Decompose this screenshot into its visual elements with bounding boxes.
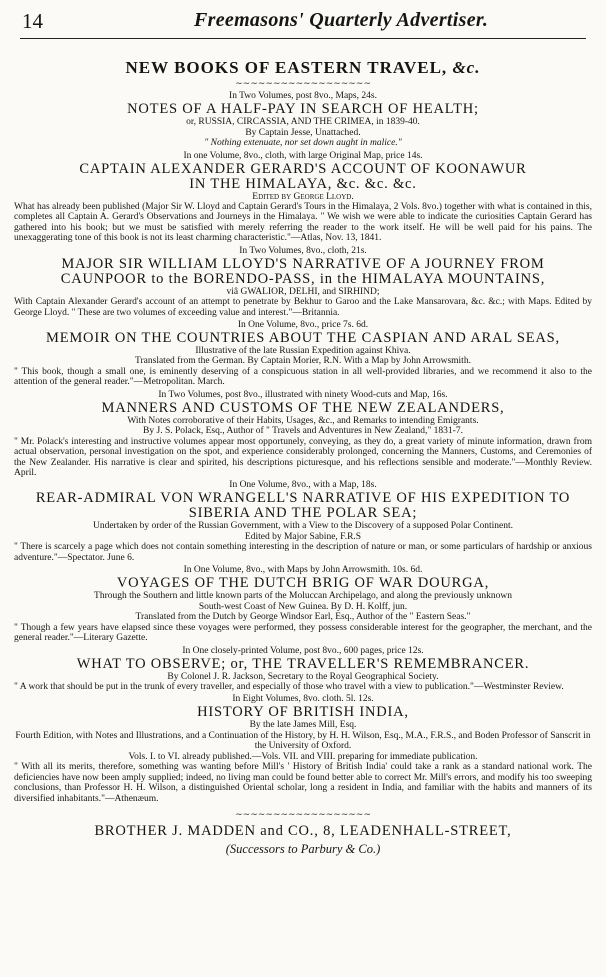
book-review: " There is scarcely a page which does not contain something interesting in the description of nature or man, or some particulars of hardship or anxious adventure."—Spectator. June 6. [14,542,592,563]
book-title: HISTORY OF BRITISH INDIA, [197,704,409,721]
book-title: WHAT TO OBSERVE; or, THE TRAVELLER'S REMEMBRANCER. [76,655,530,672]
book-subtitle: or, RUSSIA, CIRCASSIA, AND THE CRIMEA, in 1839-40. [186,117,420,127]
publisher-successors: (Successors to Parbury & Co.) [225,842,381,857]
book-title: MANNERS AND CUSTOMS OF THE NEW ZEALANDERS, [101,399,505,416]
book-subtitle: viâ GWALIOR, DELHI, and SIRHIND; [226,286,380,297]
book-review: " This book, though a small one, is eminently deserving of a conspicuous station in all well-provided libraries, and we recommend it also to the attention of the general reader."—Metropolitan. March. [14,366,592,388]
book-review: With Captain Alexander Gerard's account of an attempt to penetrate by Bekhur to Garoo and the Lake Mansarovara, &c. &c.; with Maps. Edited by George Lloyd. " These are two volumes of exceeding value and interest."—Britannia. [14,297,592,318]
book-review: " Though a few years have elapsed since these voyages were performed, they possess considerable interest for the geographer, the merchant, and the general reader."—Literary Gazette. [14,622,592,644]
book-editor: Edited by George Lloyd. [252,191,354,202]
book-review: " Mr. Polack's interesting and instructive volumes appear most opportunely, conveying, as they do, a great variety of minute information, drawn from actual observation, personal investigation on the spot, and experience considerably prolonged, concerning the Manners, Customs, and Ceremonies of the New Zealander. His narrative is clear and spirited, his descriptions picturesque, and his reflections sensible and moderate."—Monthly Review. April. [14,436,592,478]
book-entry-caspian-memoir [10,320,596,388]
book-author: By the late James Mill, Esq. [249,720,357,731]
book-review: " With all its merits, therefore, something was wanting before Mill's ' History of British India' could take a rank as a standard national work. The deficiencies have now been amply supplied; indeed, no living man could be found better able to correct Mr. Mill's errors, and modify his too sweeping conclusions, than Professor H. H. Wilson, a distinguished Oriental scholar, long a resident in India, and familiar with the habits and manners of its diversified inhabitants."—Athenæum. [14,762,592,804]
book-format: In Two Volumes, post 8vo., illustrated with ninety Wood-cuts and Map, 16s. [158,389,448,400]
book-title: CAPTAIN ALEXANDER GERARD'S ACCOUNT OF KOONAWUR [79,160,527,177]
book-entry-new-zealanders [10,390,596,479]
book-review: " A work that should be put in the trunk of every traveller, and especially of those who travel with a view to publication."—Westminster Review. [14,682,564,692]
book-subtitle-cont: South-west Coast of New Guinea. By D. H. Kolff, jun. [198,601,408,612]
book-epigraph: " Nothing extenuate, nor set down aught in malice." [204,138,402,148]
book-format: In Eight Volumes, 8vo. cloth. 5l. 12s. [232,694,374,705]
book-format: In one Volume, 8vo., cloth, with large Original Map, price 14s. [183,150,423,161]
book-subtitle: With Notes corroborative of their Habits, Usages, &c., and Remarks to intending Emigrants. [127,415,479,426]
book-title: MEMOIR ON THE COUNTRIES ABOUT THE CASPIAN AND ARAL SEAS, [46,329,560,346]
book-entry-half-pay [10,91,596,149]
page-number: 14 [22,9,43,33]
header-rule [20,38,586,39]
book-title: VOYAGES OF THE DUTCH BRIG OF WAR DOURGA, [116,575,490,592]
book-entry-dourga [10,565,596,643]
book-entry-lloyd-narrative [10,246,596,318]
book-subtitle: Undertaken by order of the Russian Government, with a View to the Discovery of a supposed Polar Continent. [92,521,514,532]
book-title: MAJOR SIR WILLIAM LLOYD'S NARRATIVE OF A JOURNEY FROM [61,255,545,272]
page-title: NEW BOOKS OF EASTERN TRAVEL, &c. [125,58,481,77]
book-author: By Captain Jesse, Unattached. [245,127,361,138]
book-entry-british-india [10,694,596,804]
book-format: In One Volume, 8vo., with Maps by John Arrowsmith. 10s. 6d. [183,565,423,576]
book-author: By J. S. Polack, Esq., Author of " Travels and Adventures in New Zealand," 1831-7. [143,426,463,437]
book-format: In One Volume, 8vo., with a Map, 18s. [229,480,377,491]
book-edition: Fourth Edition, with Notes and Illustrations, and a Continuation of the History, by H. H. Wilson, Esq., M.A., F.R.S., and Boden Professor of Sanscrit in the University of Oxford. [15,730,591,752]
publisher-name: BROTHER J. MADDEN and CO., 8, LEADENHALL-STREET, [94,823,512,840]
running-title: Freemasons' Quarterly Advertiser. [194,9,489,31]
book-title-cont: SIBERIA AND THE POLAR SEA; [188,505,418,522]
book-entry-koonawur [10,151,596,244]
book-entry-wrangell [10,480,596,563]
book-title-cont: CAUNPOOR to the BORENDO-PASS, in the HIMALAYA MOUNTAINS, [60,270,546,287]
book-entry-what-to-observe [10,646,596,693]
wave-divider: ∼∼∼∼∼∼∼∼∼∼∼∼∼∼∼∼∼∼ [235,78,371,88]
book-editor: Edited by Major Sabine, F.R.S [244,531,362,542]
book-format: In One closely-printed Volume, post 8vo., 600 pages, price 12s. [182,645,424,656]
book-translator: Translated from the Dutch by George Windsor Earl, Esq., Author of the " Eastern Seas." [135,612,471,623]
book-subtitle: Illustrative of the late Russian Expedition against Khiva. [195,345,411,356]
book-volumes: Vols. I. to VI. already published.—Vols. VII. and VIII. preparing for immediate publication. [128,751,478,762]
book-format: In Two Volumes, 8vo., cloth, 21s. [239,245,367,256]
book-title: NOTES OF A HALF-PAY IN SEARCH OF HEALTH; [127,101,479,117]
book-translator: Translated from the German. By Captain Morier, R.N. With a Map by John Arrowsmith. [135,356,471,367]
book-format: In One Volume, 8vo., price 7s. 6d. [237,319,369,330]
book-subtitle: Through the Southern and little known parts of the Moluccan Archipelago, and along the previously unknown [94,591,512,602]
book-format: In Two Volumes, post 8vo., Maps, 24s. [229,91,377,101]
book-review: What has already been published (Major Sir W. Lloyd and Captain Gerard's Tours in the Himalaya, 2 Vols. 8vo.) together with what is contained in this, completes all Captain A. Gerard's Observations and Journeys in the Himalaya. " We wish we were able to indicate the curiosities Captain Gerard has gathered into his book; but we must be satisfied with merely referring the reader to the work itself. He will be well paid for his pains. The unexaggerating tone of this book is not its least charming characteristic."—Atlas, Nov. 13, 1841. [14,202,592,244]
book-title-cont: IN THE HIMALAYA, &c. &c. &c. [189,175,417,192]
wave-divider: ∼∼∼∼∼∼∼∼∼∼∼∼∼∼∼∼∼∼ [235,809,371,820]
running-header [10,0,596,40]
book-author: By Colonel J. R. Jackson, Secretary to the Royal Geographical Society. [167,671,439,682]
book-title: REAR-ADMIRAL VON WRANGELL'S NARRATIVE OF HIS EXPEDITION TO [35,490,571,507]
